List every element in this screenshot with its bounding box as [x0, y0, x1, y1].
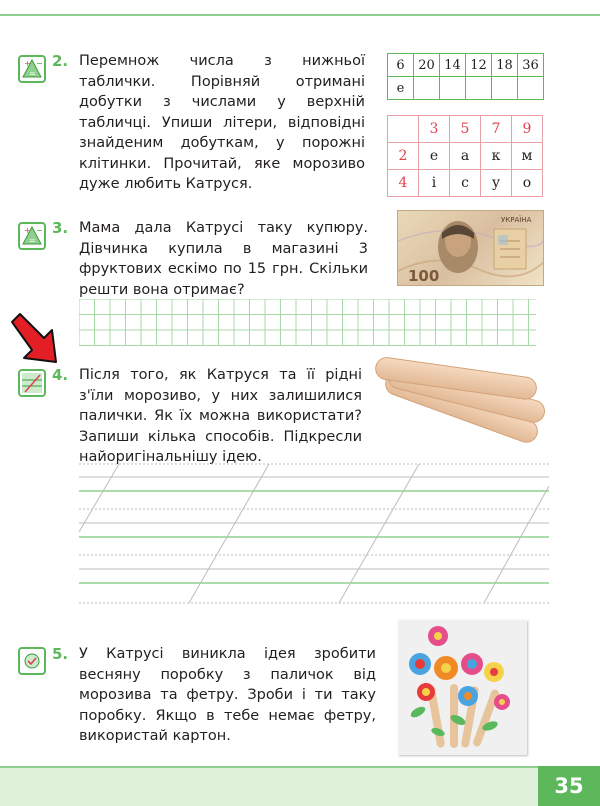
code-header-cell: 3 — [419, 116, 450, 143]
code-row-header: 4 — [388, 170, 419, 197]
svg-text:=: = — [29, 236, 36, 245]
ice-cream-sticks-image — [372, 356, 548, 456]
code-letter-cell: і — [419, 170, 450, 197]
footer-band — [0, 766, 600, 806]
answer-cell[interactable] — [440, 77, 466, 100]
banknote-value: 100 — [408, 267, 440, 285]
multiplication-code-table — [387, 115, 543, 197]
creative-writing-icon — [18, 369, 46, 397]
product-cell: 12 — [466, 54, 492, 77]
answer-cell[interactable] — [414, 77, 440, 100]
banknote-100-hryvnia — [397, 210, 544, 286]
code-header-cell: 5 — [450, 116, 481, 143]
page-number: 35 — [538, 766, 600, 806]
answer-grid[interactable] — [79, 299, 536, 346]
code-letter-cell: а — [450, 143, 481, 170]
writing-lines-area[interactable] — [79, 462, 549, 608]
answer-cell[interactable] — [466, 77, 492, 100]
code-header-cell: 7 — [481, 116, 512, 143]
task-2-number: 2. — [52, 52, 69, 70]
svg-text:+: + — [24, 226, 31, 235]
answer-cell[interactable] — [518, 77, 544, 100]
banknote-country: УКРАЇНА — [501, 216, 532, 224]
product-cell: 36 — [518, 54, 544, 77]
products-table — [387, 53, 544, 100]
arrow-pointer-icon — [8, 312, 64, 368]
task-5-text: У Катрусі виникла ідея зробити весняну поробку з паличок від морозива та фетру. Зроби і ти таку поробку. Якщо в тебе немає фетру, використай картон. — [79, 646, 376, 744]
footer-rule — [0, 766, 600, 768]
svg-text:=: = — [29, 69, 36, 78]
code-letter-cell: к — [481, 143, 512, 170]
code-corner-cell — [388, 116, 419, 143]
svg-text:+: + — [24, 59, 31, 68]
product-cell: 6 — [388, 54, 414, 77]
task-5-number: 5. — [52, 645, 69, 663]
code-header-cell: 9 — [512, 116, 543, 143]
svg-text:−: − — [36, 59, 43, 68]
code-letter-cell: с — [450, 170, 481, 197]
svg-text:−: − — [36, 226, 43, 235]
stick-flower-craft-photo — [398, 620, 527, 755]
code-letter-cell: у — [481, 170, 512, 197]
answer-cell[interactable]: е — [388, 77, 414, 100]
task-3-number: 3. — [52, 219, 69, 237]
task-3-text: Мама дала Катрусі таку купюру. Дівчинка купила в магазині 3 фруктових ескімо по 15 грн. Скільки решти вона отримає? — [79, 220, 368, 298]
task-4-number: 4. — [52, 366, 69, 384]
craft-task-icon — [18, 647, 46, 675]
task-2-text: Перемнож числа з нижньої таблички. Порівняй отримані добутки з числами у верхній табличці. Упиши літери, відповідні знайденим добуткам, у порожні клітинки. Прочитай, яке морозиво дуже любить Катруся. — [79, 53, 365, 192]
answer-cell[interactable] — [492, 77, 518, 100]
top-rule — [0, 14, 600, 16]
product-cell: 14 — [440, 54, 466, 77]
task-4-text: Після того, як Катруся та її рідні з'їли морозиво, у них залишилися палички. Як їх можна використати? Запиши кілька способів. Підкресли найоригінальнішу ідею. — [79, 367, 362, 465]
product-cell: 20 — [414, 54, 440, 77]
code-letter-cell: м — [512, 143, 543, 170]
math-operations-icon — [18, 222, 46, 250]
math-operations-icon — [18, 55, 46, 83]
code-letter-cell: е — [419, 143, 450, 170]
code-letter-cell: о — [512, 170, 543, 197]
product-cell: 18 — [492, 54, 518, 77]
code-row-header: 2 — [388, 143, 419, 170]
